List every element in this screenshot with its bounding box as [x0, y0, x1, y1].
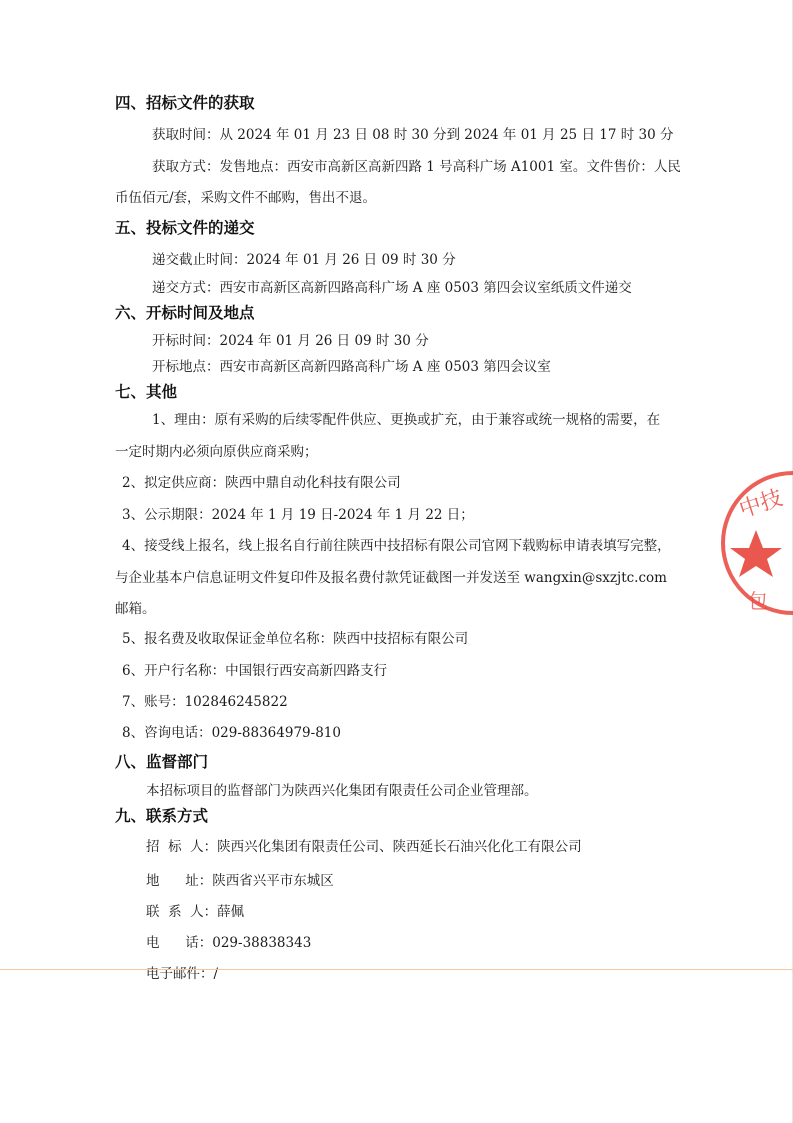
section-heading-4: 四、招标文件的获取: [115, 94, 255, 112]
seal-star-icon: [730, 530, 782, 577]
scan-fold-line: [0, 969, 793, 970]
opening-time-text: 开标时间：2024 年 01 月 26 日 09 时 30 分: [152, 333, 429, 349]
supervision-text: 本招标项目的监督部门为陕西兴化集团有限责任公司企业管理部。: [146, 783, 538, 799]
section-heading-8: 八、监督部门: [115, 753, 209, 771]
tenderer-value: 陕西兴化集团有限责任公司、陕西延长石油兴化化工有限公司: [217, 839, 582, 855]
other-item-2: 2、拟定供应商：陕西中鼎自动化科技有限公司: [122, 475, 401, 491]
other-item-5: 5、报名费及收取保证金单位名称：陕西中技招标有限公司: [122, 631, 469, 647]
other-item-1-line1: 1、理由：原有采购的后续零配件供应、更换或扩充，由于兼容或统一规格的需要，在: [152, 412, 661, 428]
section-heading-7: 七、其他: [115, 383, 178, 401]
seal-text-bottom: 包: [748, 589, 768, 613]
contact-tenderer-row: [146, 838, 582, 856]
other-item-8: 8、咨询电话：029-88364979-810: [122, 725, 341, 741]
contact-address-row: [146, 872, 334, 890]
seal-text-top: 中技: [736, 485, 786, 524]
contact-value: 薛佩: [217, 904, 245, 920]
acquire-method-line1: 获取方式：发售地点：西安市高新区高新四路 1 号高科广场 A1001 室。文件售价：人民: [152, 159, 681, 175]
other-item-4-line3: 邮箱。: [115, 601, 156, 617]
contact-email-row: [146, 965, 218, 983]
submission-deadline-text: 递交截止时间：2024 年 01 月 26 日 09 时 30 分: [152, 252, 456, 268]
other-item-4-line1: 4、接受线上报名，线上报名自行前往陕西中技招标有限公司官网下载购标申请表填写完整，: [122, 538, 671, 554]
opening-place-text: 开标地点：西安市高新区高新四路高科广场 A 座 0503 第四会议室: [152, 359, 551, 375]
phone-label: 电 话：: [146, 935, 213, 951]
contact-person-row: [146, 903, 244, 921]
acquire-method-line2: 币伍佰元/套，采购文件不邮购，售出不退。: [115, 190, 377, 206]
contact-phone-row: [146, 934, 311, 952]
acquire-time-text: 获取时间：从 2024 年 01 月 23 日 08 时 30 分到 2024 年 01 月 25 日 17 时 30 分: [152, 127, 674, 143]
address-label: 地 址：: [146, 873, 213, 889]
other-item-1-line2: 一定时期内必须向原供应商采购；: [115, 444, 318, 460]
email-value: /: [213, 966, 219, 982]
contact-label: 联 系 人：: [146, 904, 218, 920]
other-item-6: 6、开户行名称：中国银行西安高新四路支行: [122, 663, 388, 679]
section-heading-9: 九、联系方式: [115, 807, 209, 825]
phone-value: 029-38838343: [212, 935, 312, 951]
section-heading-5: 五、投标文件的递交: [115, 219, 255, 237]
other-item-7: 7、账号：102846245822: [122, 694, 288, 710]
other-item-3: 3、公示期限：2024 年 1 月 19 日-2024 年 1 月 22 日；: [122, 507, 474, 523]
company-seal-stamp: [718, 468, 793, 618]
address-value: 陕西省兴平市东城区: [212, 873, 334, 889]
section-heading-6: 六、开标时间及地点: [115, 304, 255, 322]
submission-method-text: 递交方式：西安市高新区高新四路高科广场 A 座 0503 第四会议室纸质文件递交: [152, 280, 632, 296]
other-item-4-line2: 与企业基本户信息证明文件复印件及报名费付款凭证截图一并发送至 wangxin@sxzjtc.com: [115, 570, 667, 586]
tenderer-label: 招 标 人：: [146, 839, 218, 855]
email-label: 电子邮件：: [146, 966, 214, 982]
